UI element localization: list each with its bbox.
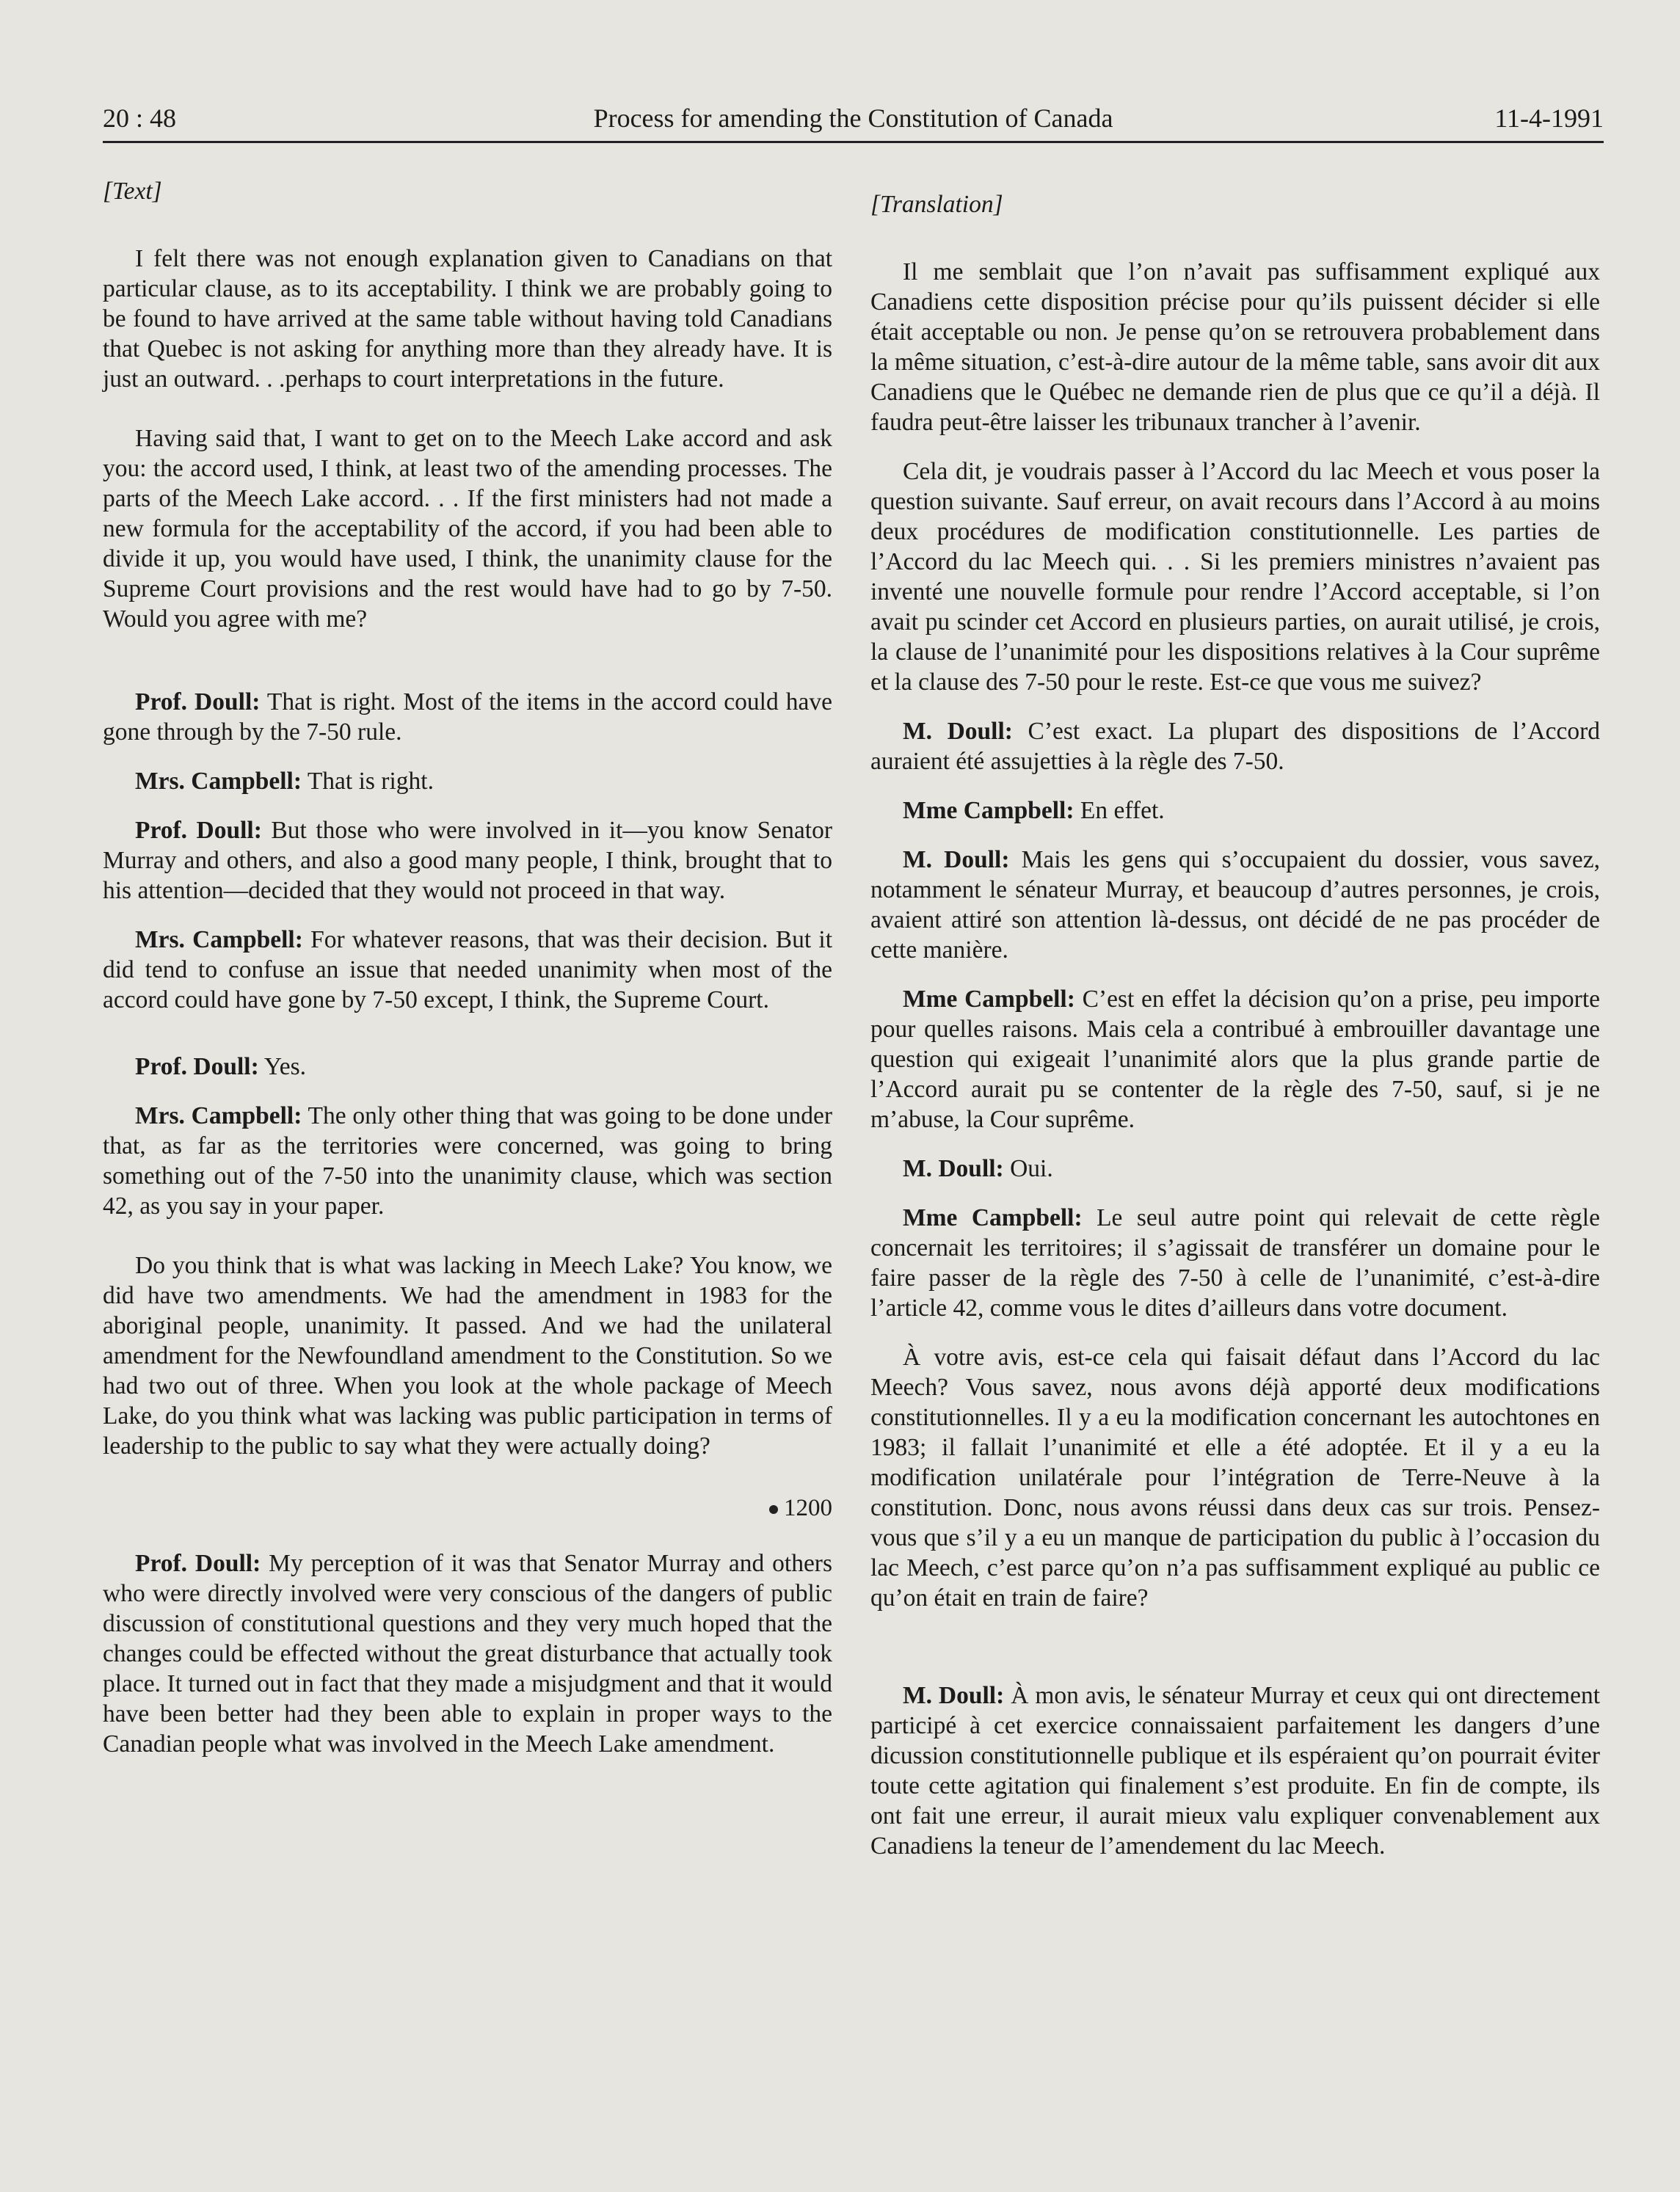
english-column [103, 176, 832, 1778]
paragraph [103, 766, 832, 796]
paragraph [870, 716, 1600, 776]
paragraph-text: C’est en effet la décision qu’on a prise, peu importe pour quelles raisons. Mais cela a contribué à embrouiller davantage une question qui exigeait l’unanimité alors que la plus grande partie de l’Accord aurait pu se contenter de la règle des 7-50, sauf, si je ne m’abuse, la Cour suprême. [870, 986, 1600, 1133]
paragraph [103, 1548, 832, 1759]
time-marker [103, 1493, 832, 1523]
paragraph-text: Cela dit, je voudrais passer à l’Accord du lac Meech et vous poser la question suivante. Sauf erreur, on avait recours dans l’Accord à au moins deux procédures de modification constitutionnelle. Les parties de l’Accord du lac Meech qui. . . Si les premiers ministres n’avaient pas inventé une nouvelle formule pour rendre l’Accord acceptable, si l’on avait pu scinder cet Accord en plusieurs parties, on aurait utilisé, je crois, la clause de l’unanimité pour les dispositions relatives à la Cour suprême et la clause des 7-50 pour le reste. Est-ce que vous me suivez? [870, 458, 1600, 696]
paragraph [103, 244, 832, 394]
bullet-icon [769, 1505, 778, 1514]
paragraph-text: For whatever reasons, that was their decision. But it did tend to confuse an issue that needed unanimity when most of the accord could have gone by 7-50 except, I think, the Supreme Court. [103, 926, 833, 1013]
paragraph [870, 257, 1600, 437]
paragraph-text: Oui. [1010, 1155, 1053, 1182]
running-title: Process for amending the Constitution of Canada [593, 103, 1113, 133]
page-header [103, 103, 1604, 143]
paragraph [870, 1203, 1600, 1323]
paragraph-text: À votre avis, est-ce cela qui faisait défaut dans l’Accord du lac Meech? Vous savez, nous avons déjà apporté deux modifications constitutionnelles. Il y a eu la modification concernant les autochtones en 1983; il fallait l’unanimité et elle a été adoptée. Et il y a eu la modification unilatérale pour l’intégration de Terre-Neuve à la constitution. Donc, nous avons réussi dans deux cas sur trois. Pensez-vous que s’il y a eu un manque de participation du public à l’occasion du lac Meech, c’est parce qu’on n’a pas suffisamment expliqué au public ce qu’on était en train de faire? [870, 1344, 1600, 1612]
speaker: M. Doull: [903, 846, 1010, 873]
paragraph [870, 1342, 1600, 1613]
speaker: Prof. Doull: [135, 688, 261, 716]
paragraph-text: À mon avis, le sénateur Murray et ceux qui ont directement participé à cet exercice connaissaient parfaitement les dangers d’une dicussion constitutionnelle publique et ils espéraient qu’on pourrait éviter toute cette agitation qui finalement s’est produite. En fin de compte, ils ont fait une erreur, il aurait mieux valu expliquer convenablement aux Canadiens la teneur de l’amendement du lac Meech. [870, 1682, 1601, 1860]
paragraph-text: But those who were involved in it—you know Senator Murray and others, and also a good many people, I think, brought that to his attention—decided that they would not proceed in that way. [103, 817, 832, 904]
paragraph-text: Il me semblait que l’on n’avait pas suffisamment expliqué aux Canadiens cette disposition précise pour qu’ils puissent décider si elle était acceptable ou non. Je pense qu’on se retrouvera probablement dans la même situation, c’est-à-dire autour de la même table, sans avoir dit aux Canadiens que le Québec ne demande rien de plus que ce qu’il a déjà. Il faudra peut-être laisser les tribunaux trancher à l’avenir. [870, 258, 1600, 436]
paragraph [103, 815, 832, 906]
paragraph [103, 1101, 832, 1221]
paragraph [870, 1154, 1600, 1184]
paragraph-text: I felt there was not enough explanation given to Canadians on that particular clause, as to its acceptability. I think we are probably going to be found to have arrived at the same table without having told Canadians that Quebec is not asking for anything more than they already have. It is just an outward. . .perhaps to court interpretations in the future. [103, 245, 832, 393]
french-column [870, 176, 1600, 1880]
speaker: Mrs. Campbell: [135, 768, 302, 795]
paragraph [870, 456, 1600, 697]
paragraph-text: That is right. Most of the items in the accord could have gone through by the 7-50 rule. [103, 688, 832, 746]
paragraph-text: Having said that, I want to get on to the Meech Lake accord and ask you: the accord used, I think, at least two of the amending processes. The parts of the Meech Lake accord. . . If the first ministers had not made a new formula for the acceptability of the accord, if you had been able to divide it up, you would have used, I think, the unanimity clause for the Supreme Court provisions and the rest would have had to go by 7-50. Would you agree with me? [103, 425, 832, 633]
paragraph [103, 423, 832, 634]
paragraph [103, 1250, 832, 1461]
paragraph-text: Mais les gens qui s’occupaient du dossier, vous savez, notamment le sénateur Murray, et beaucoup d’autres personnes, je crois, avaient attiré son attention là-dessus, ont décidé de ne pas procéder de cette manière. [870, 846, 1600, 964]
paragraph [103, 687, 832, 747]
speaker: M. Doull: [903, 1682, 1005, 1709]
paragraph-text: The only other thing that was going to be done under that, as far as the territories were concerned, was going to bring something out of the 7-50 into the unanimity clause, which was section 42, as you say in your paper. [103, 1102, 832, 1220]
speaker: Mme Campbell: [903, 1204, 1083, 1231]
speaker: Mrs. Campbell: [135, 926, 303, 953]
speaker: Mme Campbell: [903, 986, 1075, 1013]
paragraph [103, 925, 832, 1015]
paragraph [870, 1681, 1600, 1861]
speaker: M. Doull: [903, 718, 1013, 745]
paragraph [870, 795, 1600, 826]
paragraph [103, 1052, 832, 1082]
speaker: Prof. Doull: [135, 1053, 259, 1080]
paragraph [870, 984, 1600, 1135]
paragraph-text: Yes. [263, 1053, 306, 1080]
paragraph [870, 845, 1600, 965]
speaker: Mme Campbell: [903, 797, 1074, 824]
time-marker-text: 1200 [784, 1495, 832, 1521]
translation-tag: [Translation] [870, 191, 1003, 218]
page-number: 20 : 48 [103, 103, 177, 133]
text-tag: [Text] [103, 178, 162, 205]
paragraph-text: Do you think that is what was lacking in Meech Lake? You know, we did have two amendments. We had the amendment in 1983 for the aboriginal people, unanimity. It passed. And we had the unilateral amendment for the Newfoundland amendment to the Constitution. So we had two out of three. When you look at the whole package of Meech Lake, do you think what was lacking was public participation in terms of leadership to the public to say what they were actually doing? [103, 1252, 832, 1460]
speaker: Prof. Doull: [135, 817, 262, 844]
paragraph-text: That is right. [307, 768, 434, 795]
header-date: 11-4-1991 [1494, 103, 1604, 133]
paragraph-text: En effet. [1080, 797, 1165, 824]
speaker: Mrs. Campbell: [135, 1102, 302, 1129]
paragraph-text: C’est exact. La plupart des dispositions de l’Accord auraient été assujetties à la règle des 7-50. [870, 718, 1601, 775]
speaker: M. Doull: [903, 1155, 1004, 1182]
speaker: Prof. Doull: [135, 1550, 261, 1577]
paragraph-text: My perception of it was that Senator Murray and others who were directly involved were very conscious of the dangers of public discussion of constitutional questions and they very much hoped that the changes could be effected without the great disturbance that actually took place. It turned out in fact that they made a misjudgment and that it would have been better had they been able to explain in proper ways to the Canadian people what was involved in the Meech Lake amendment. [103, 1550, 833, 1758]
paragraph-text: Le seul autre point qui relevait de cette règle concernait les territoires; il s’agissait de transférer un domaine pour le faire passer de la règle des 7-50 à celle de l’unanimité, c’est-à-dire l’article 42, comme vous le dites d’ailleurs dans votre document. [870, 1204, 1600, 1322]
